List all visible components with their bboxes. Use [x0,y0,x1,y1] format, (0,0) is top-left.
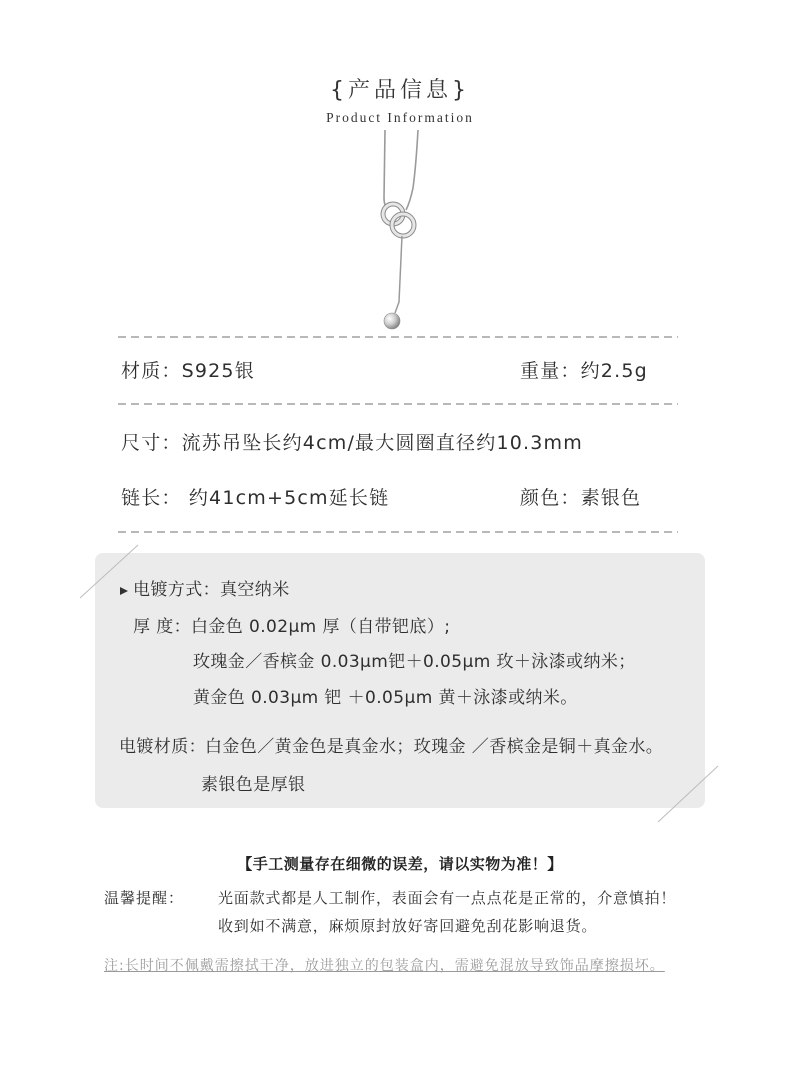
spec-chain-length: 链长： 约41cm+5cm延长链 [121,487,390,509]
reminder-line: 收到如不满意，麻烦原封放好寄回避免刮花影响退货。 [218,917,598,935]
chain-left [384,130,388,208]
plating-method: 电镀方式：真空纳米 [133,580,290,600]
thickness-line: 白金色 0.02μm 厚（自带钯底）; [191,617,451,637]
divider [118,531,678,533]
plating-material-line: 白金色／黄金色是真金水；玫瑰金 ／香槟金是铜＋真金水。 [205,737,664,757]
chain-drop [395,236,402,313]
decor-line-bottom-right [656,764,720,824]
spec-material: 材质：S925银 [121,360,255,382]
care-note: 注:长时间不佩戴需擦拭干净，放进独立的包装盒内，需避免混放导致饰品摩擦损坏。 [104,958,665,974]
thickness-line: 黄金色 0.03μm 钯 ＋0.05μm 黄＋泳漆或纳米。 [193,688,578,708]
divider [118,403,678,405]
section-title: {产品信息} [330,78,470,103]
thickness-label: 厚 度： [133,617,192,637]
divider [118,336,678,338]
spec-color: 颜色：素银色 [520,487,642,509]
reminder-label: 温馨提醒： [104,889,185,907]
thickness-line: 玫瑰金／香槟金 0.03μm钯＋0.05μm 玫＋泳漆或纳米； [193,652,636,672]
spec-weight: 重量：约2.5g [520,360,648,382]
necklace-image [360,130,440,340]
reminder-line: 光面款式都是人工制作，表面会有一点点花是正常的，介意慎拍！ [218,889,677,907]
spec-size: 尺寸：流苏吊坠长约4cm/最大圆圈直径约10.3mm [121,432,583,454]
decor-line-top-left [78,543,140,600]
plating-material-line: 素银色是厚银 [201,775,306,795]
bead [384,313,400,329]
section-subtitle: Product Information [326,110,474,125]
chain-right [406,130,418,210]
measurement-disclaimer: 【手工测量存在细微的误差，请以实物为准！】 [237,855,563,873]
plating-material-label: 电镀材质： [119,737,206,757]
